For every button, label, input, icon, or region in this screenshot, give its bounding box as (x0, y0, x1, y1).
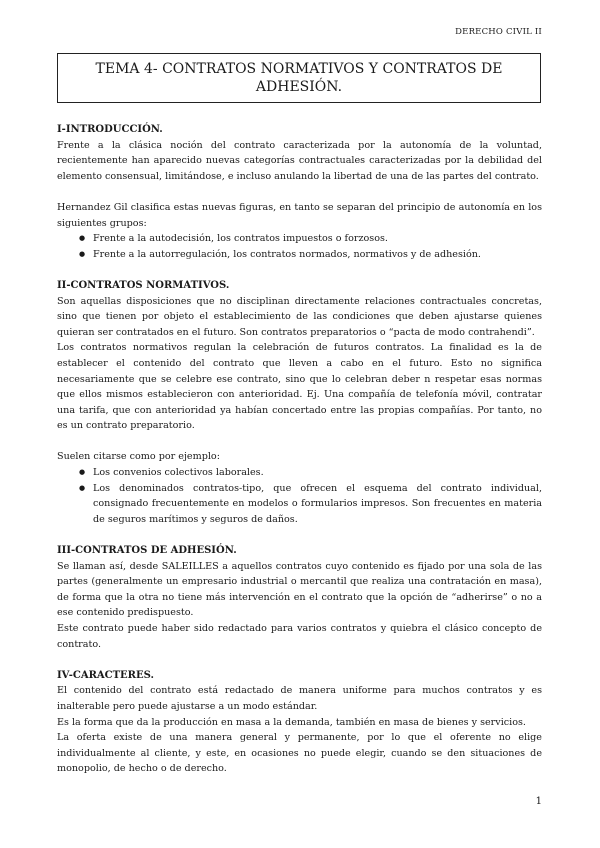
section-heading-introduccion: I-INTRODUCCIÓN. (57, 124, 163, 135)
normativos-paragraph-1: Son aquellas disposiciones que no disciplinan directamente relaciones contractuales concretas, sino que tienen por objeto el establecimiento de las condiciones que deben ajustarse quienes quieran ser contratados en el futuro. Son contratos preparatorios o “pacta de modo contrahendi”. (57, 295, 542, 338)
caracteres-paragraph-1: El contenido del contrato está redactado de manera uniforme para muchos contratos y es inalterable pero puede ajustarse a un modo estándar. (57, 685, 542, 712)
adhesion-paragraph-1: Se llaman así, desde SALEILLES a aquellos contratos cuyo contenido es fijado por una sola de las partes (generalmente un empresario industrial o mercantil que realiza una contratación en masa), de forma que la otra no tiene más intervención en el contrato que la opción de “adherirse” o no a ese contenido predispuesto. (57, 560, 542, 619)
section-heading-normativos: II-CONTRATOS NORMATIVOS. (57, 279, 230, 291)
list-item: ● Los convenios colectivos laborales. (93, 465, 542, 481)
section-heading-caracteres: IV-CARACTERES. (57, 669, 154, 681)
running-header: DERECHO CIVIL II (455, 27, 542, 37)
page-title: TEMA 4- CONTRATOS NORMATIVOS Y CONTRATOS DE ADHESIÓN. (57, 53, 541, 103)
list-item: ● Frente a la autodecisión, los contratos impuestos o forzosos. (93, 231, 542, 247)
adhesion-paragraph-2: Este contrato puede haber sido redactado para varios contratos y quiebra el clásico concepto de contrato. (57, 623, 542, 650)
document-body (57, 122, 542, 777)
intro-list (57, 231, 542, 262)
normativos-paragraph-3: Suelen citarse como por ejemplo: (57, 451, 220, 463)
list-item: ● Frente a la autorregulación, los contratos normados, normativos y de adhesión. (93, 247, 542, 263)
section-heading-adhesion: III-CONTRATOS DE ADHESIÓN. (57, 545, 237, 557)
page-number: 1 (535, 796, 542, 807)
caracteres-paragraph-3: La oferta existe de una manera general y permanente, por lo que el oferente no elige individualmente al cliente, y este, en ocasiones no puede elegir, cuando se den situaciones de monopolio, de hecho o de derecho. (57, 732, 542, 775)
normativos-list (57, 465, 542, 527)
normativos-paragraph-2: Los contratos normativos regulan la celebración de futuros contratos. La finalidad es la de establecer el contenido del contrato que lleven a cabo en el futuro. Esto no significa necesariamente que se celebre ese contrato, sino que lo celebran deber n respetar esas normas que ellos mismos establecieron con anterioridad. Ej. Una compañía de telefonía móvil, contratar una tarifa, que con anterioridad ya habían concertado entre las propias compañías. Por tanto, no es un contrato preparatorio. (57, 342, 542, 432)
caracteres-paragraph-2: Es la forma que da la producción en masa a la demanda, también en masa de bienes y servicios. (57, 716, 526, 728)
intro-paragraph-2: Hernandez Gil clasifica estas nuevas figuras, en tanto se separan del principio de autonomía en los siguientes grupos: (57, 201, 542, 229)
intro-paragraph-1: Frente a la clásica noción del contrato caracterizada por la autonomía de la voluntad, recientemente han aparecido nuevas categorías contractuales caracterizadas por la debilidad del elemento consensual, limitándose, e incluso anulando la libertad de una de las partes del contrato. (57, 139, 542, 182)
list-item: ● Los denominados contratos-tipo, que ofrecen el esquema del contrato individual, consignado frecuentemente en modelos o formularios impresos. Son frecuentes en materia de seguros marítimos y seguros de daños. (93, 481, 542, 528)
